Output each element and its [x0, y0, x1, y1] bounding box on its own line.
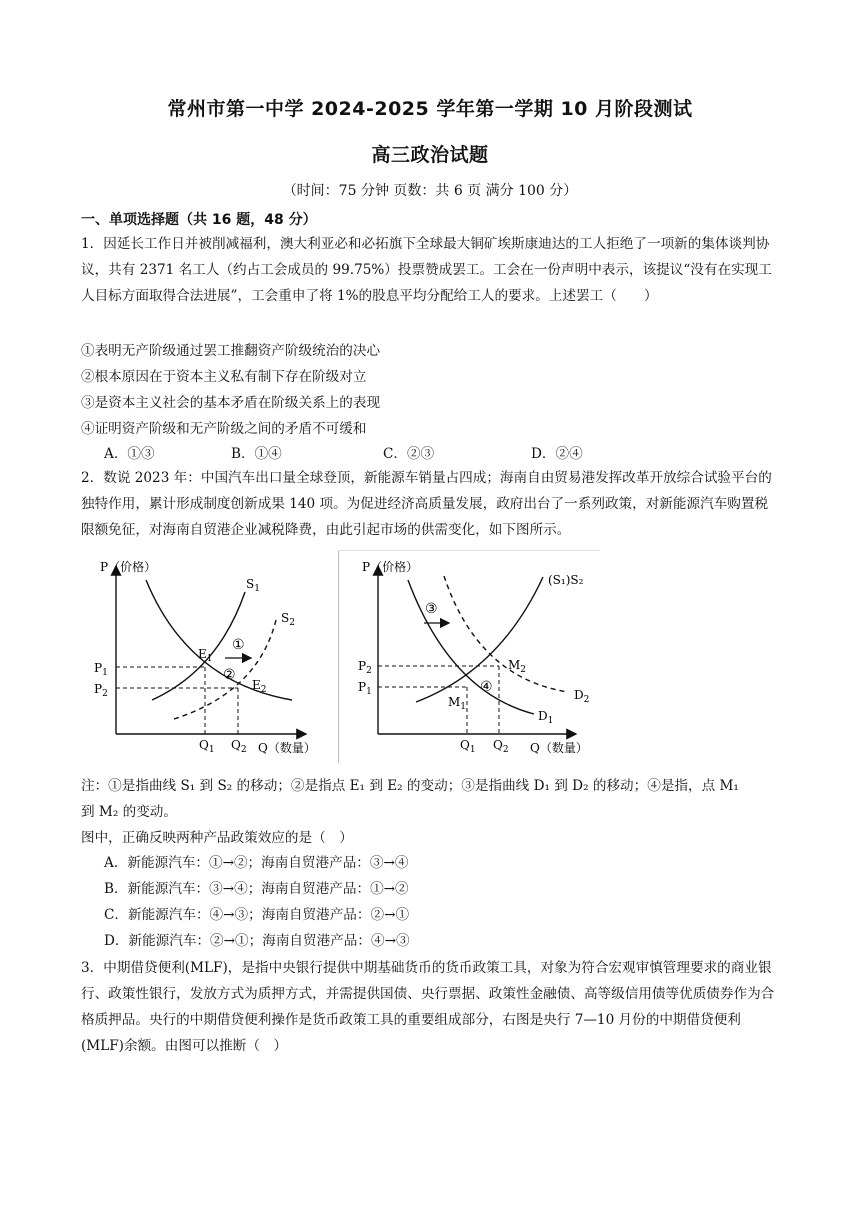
right-m2-label: $M_2$: [508, 658, 527, 675]
left-p2-label: $P_2$: [94, 682, 108, 699]
q2-stem: 2．数说 2023 年：中国汽车出口量全球登顶，新能源车销量占四成；海南自由贸易港发挥改革开放综合试验平台的独特作用，累计形成制度创新成果 140 项。为促进经济高质量发展，政府出台了一系列政策，对新能源汽车购置税限额免征，对海南自贸港企业减税降费，由此引起市场的供需变化，如下图所示。: [81, 470, 772, 538]
q1-option-c: C．②③: [383, 446, 435, 462]
exam-meta: （时间：75 分钟 页数：共 6 页 满分 100 分）: [282, 183, 578, 199]
q2-choice-d: D．新能源汽车：②→①；海南自贸港产品：④→③: [104, 933, 410, 949]
q2-prompt: 图中，正确反映两种产品政策效应的是（ ）: [81, 830, 353, 846]
right-x-label: Q（数量）: [530, 741, 588, 755]
right-q1-label: $Q_1$: [460, 738, 476, 755]
section-heading: 一、单项选择题（共 16 题，48 分）: [81, 212, 317, 228]
q2-note-line-2: 到 M₂ 的变动。: [81, 804, 177, 820]
left-q2-label: $Q_2$: [231, 738, 247, 755]
q1-stem: 1．因延长工作日并被削减福利，澳大利亚必和必拓旗下全球最大铜矿埃斯康迪达的工人拒绝了一项新的集体谈判协议，共有 2371 名工人（约占工会成员的 99.75%）投票赞成罢工。工会在一份声明中表示，该提议“没有在实现工人目标方面取得合法进展”，工会重申了将 1%的股息平均分配给工人的要求。上述罢工（ ）: [81, 236, 772, 304]
q1-item-4: ④证明资产阶级和无产阶级之间的矛盾不可缓和: [81, 421, 367, 437]
right-y-label: P（价格）: [362, 560, 419, 574]
q2-choice-c: C．新能源汽车：④→③；海南自贸港产品：②→①: [104, 907, 410, 923]
right-marker-3: ③: [425, 601, 438, 617]
right-q2-label: $Q_2$: [493, 738, 509, 755]
chart-top-rule: [338, 550, 600, 551]
q1-option-a: A．①③: [104, 446, 155, 462]
left-y-label: P（价格）: [100, 560, 157, 574]
left-marker-2: ②: [223, 667, 236, 683]
right-d1-label: $D_1$: [538, 709, 554, 726]
supply-shift-diagram: [88, 552, 338, 764]
right-supply-label: (S₁)S₂: [548, 573, 584, 587]
exam-subtitle: 高三政治试题: [371, 144, 489, 166]
left-p1-label: $P_1$: [94, 661, 108, 678]
right-d2-label: $D_2$: [574, 688, 590, 705]
left-e2-label: $E_2$: [252, 678, 267, 695]
demand-shift-diagram: [350, 552, 602, 764]
q3-stem: 3．中期借贷便利(MLF)，是指中央银行提供中期基础货币的货币政策工具，对象为符合宏观审慎管理要求的商业银行、政策性银行，发放方式为质押方式，并需提供国债、央行票据、政策性金融债、高等级信用债等优质债券作为合格质押品。央行的中期借贷便利操作是货币政策工具的重要组成部分，右图是央行 7—10 月份的中期借贷便利(MLF)余额。由图可以推断（ ）: [81, 960, 775, 1054]
left-q1-label: $Q_1$: [199, 738, 215, 755]
left-s2-label: $S_2$: [281, 611, 295, 628]
right-p2-label: $P_2$: [358, 659, 372, 676]
q1-item-2: ②根本原因在于资本主义私有制下存在阶级对立: [81, 369, 367, 385]
left-x-label: Q（数量）: [258, 741, 316, 755]
q2-note-line-1: 注：①是指曲线 S₁ 到 S₂ 的移动；②是指点 E₁ 到 E₂ 的变动；③是指曲线 D₁ 到 D₂ 的移动；④是指，点 M₁: [81, 778, 739, 794]
q1-item-3: ③是资本主义社会的基本矛盾在阶级关系上的表现: [81, 395, 381, 411]
q1-item-1: ①表明无产阶级通过罢工推翻资产阶级统治的决心: [81, 343, 381, 359]
demand-curve-d2: [444, 576, 568, 692]
left-e1-label: $E_1$: [198, 647, 213, 664]
exam-title: 常州市第一中学 2024-2025 学年第一学期 10 月阶段测试: [167, 98, 693, 120]
q1-options: [104, 442, 704, 462]
q1-option-b: B．①④: [231, 446, 282, 462]
right-p1-label: $P_1$: [358, 680, 372, 697]
q2-choice-b: B．新能源汽车：③→④；海南自贸港产品：①→②: [104, 881, 409, 897]
q1-option-d: D．②④: [531, 446, 583, 462]
right-marker-4: ④: [480, 679, 493, 695]
left-s1-label: $S_1$: [246, 577, 260, 594]
right-m1-label: $M_1$: [448, 695, 467, 712]
q2-choice-a: A．新能源汽车：①→②；海南自贸港产品：③→④: [104, 855, 409, 871]
chart-divider: [338, 550, 339, 763]
left-marker-1: ①: [232, 637, 245, 653]
